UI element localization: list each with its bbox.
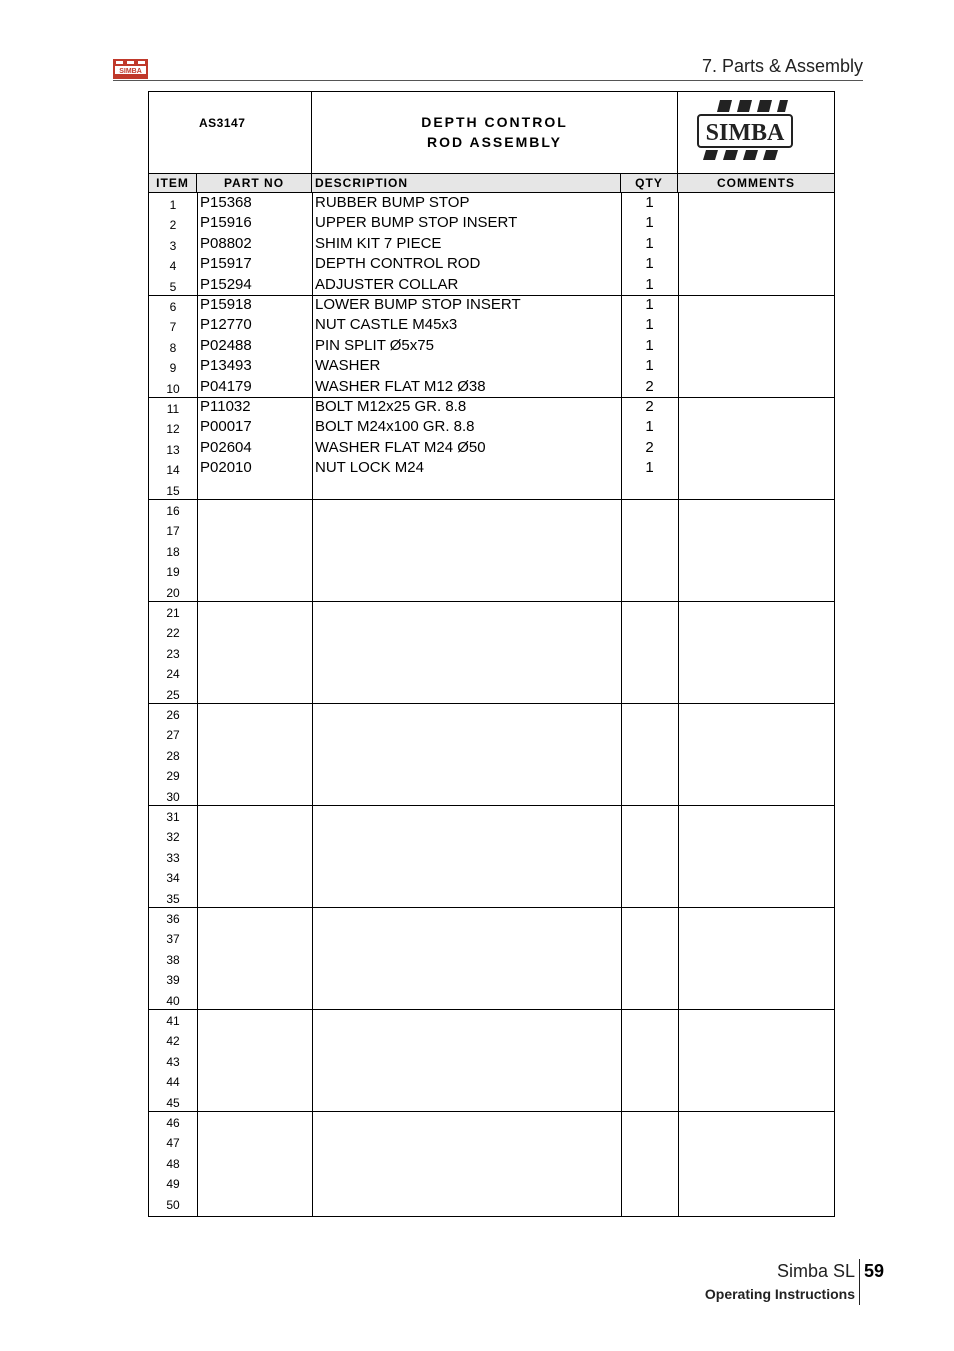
item-number: 47 <box>166 1136 180 1151</box>
simba-logo <box>696 100 794 160</box>
column-header-item: ITEM <box>149 174 197 192</box>
table-row <box>149 887 834 907</box>
table-row <box>149 581 834 601</box>
item-number: 24 <box>166 667 180 682</box>
table-row <box>149 1172 834 1192</box>
logo-cell <box>678 92 834 173</box>
table-row <box>149 683 834 703</box>
table-row <box>149 968 834 988</box>
item-number: 44 <box>166 1075 180 1090</box>
table-row <box>149 417 834 437</box>
part-description: WASHER FLAT M12 Ø38 <box>315 377 486 395</box>
item-number: 40 <box>166 993 180 1008</box>
part-description: BOLT M12x25 GR. 8.8 <box>315 398 467 415</box>
part-quantity: 1 <box>645 194 654 211</box>
part-description: SHIM KIT 7 PIECE <box>315 234 442 252</box>
footer-subtitle: Operating Instructions <box>704 1286 855 1302</box>
item-number: 14 <box>166 463 180 478</box>
small-logo-text: SIMBA <box>119 68 142 75</box>
item-number: 34 <box>166 871 180 886</box>
item-number: 46 <box>166 1116 180 1130</box>
table-row <box>149 764 834 784</box>
table-row <box>149 1152 834 1172</box>
footer-model-name: Simba SL <box>776 1261 855 1281</box>
footer-divider <box>859 1259 860 1305</box>
item-number: 7 <box>169 320 177 335</box>
assembly-title-line1: DEPTH CONTROL <box>421 114 568 130</box>
part-description: WASHER <box>315 357 381 375</box>
item-number: 8 <box>169 340 177 355</box>
assembly-number-cell <box>149 92 312 173</box>
column-header-qty: QTY <box>621 174 678 192</box>
part-quantity: 1 <box>645 336 654 354</box>
table-row <box>149 540 834 560</box>
part-description: RUBBER BUMP STOP <box>315 194 470 211</box>
part-number: P15294 <box>200 275 252 293</box>
table-row <box>149 948 834 968</box>
table-row <box>149 377 834 397</box>
table-row <box>149 703 834 723</box>
item-number: 15 <box>166 483 180 498</box>
item-number: 37 <box>166 932 180 947</box>
table-row <box>149 601 834 621</box>
header-rule <box>113 80 863 81</box>
item-number: 11 <box>166 402 180 416</box>
table-row <box>149 479 834 499</box>
item-number: 9 <box>169 361 177 376</box>
part-number: P15368 <box>200 194 252 211</box>
part-quantity: 1 <box>645 275 654 293</box>
item-number: 2 <box>169 218 177 233</box>
part-quantity: 1 <box>645 255 654 273</box>
table-row <box>149 662 834 682</box>
table-row <box>149 744 834 764</box>
part-description: NUT CASTLE M45x3 <box>315 316 458 334</box>
item-number: 4 <box>169 259 177 274</box>
item-number: 26 <box>166 708 180 722</box>
item-number: 35 <box>166 891 180 906</box>
item-number: 20 <box>166 585 180 600</box>
part-number: P12770 <box>200 316 252 334</box>
part-quantity: 1 <box>645 459 654 477</box>
part-description: UPPER BUMP STOP INSERT <box>315 214 518 232</box>
part-number: P02488 <box>200 336 252 354</box>
column-header-comments: COMMENTS <box>717 176 795 190</box>
simba-small-logo <box>113 59 148 79</box>
table-row <box>149 1009 834 1029</box>
item-number: 3 <box>169 238 177 253</box>
part-number: P08802 <box>200 234 252 252</box>
part-number: P00017 <box>200 418 252 436</box>
part-quantity: 1 <box>645 357 654 375</box>
table-row <box>149 723 834 743</box>
section-title: 7. Parts & Assembly <box>701 56 863 76</box>
part-quantity: 1 <box>645 418 654 436</box>
table-row <box>149 866 834 886</box>
item-number: 31 <box>166 810 180 824</box>
part-quantity: 2 <box>645 438 654 456</box>
item-number: 23 <box>166 646 180 661</box>
table-row <box>149 193 834 213</box>
table-row <box>149 356 834 376</box>
part-quantity: 2 <box>645 377 654 395</box>
item-number: 25 <box>166 687 180 702</box>
table-row <box>149 438 834 458</box>
table-row <box>149 785 834 805</box>
part-number: P13493 <box>200 357 252 375</box>
item-number: 28 <box>166 748 180 763</box>
table-row <box>149 499 834 519</box>
table-row <box>149 1029 834 1049</box>
item-number: 30 <box>166 789 180 804</box>
item-number: 39 <box>166 973 180 988</box>
part-number: P02010 <box>200 459 252 477</box>
table-row <box>149 1131 834 1151</box>
item-number: 5 <box>169 279 177 294</box>
column-header-description: DESCRIPTION <box>312 174 621 192</box>
part-description: BOLT M24x100 GR. 8.8 <box>315 418 475 436</box>
item-number: 42 <box>166 1034 180 1049</box>
table-row <box>149 254 834 274</box>
column-header-part-no: PART NO <box>197 174 312 192</box>
item-number: 33 <box>166 850 180 865</box>
table-row <box>149 519 834 539</box>
item-number: 1 <box>169 198 177 212</box>
item-number: 6 <box>169 300 177 314</box>
table-row <box>149 989 834 1009</box>
table-row <box>149 275 834 295</box>
part-description: NUT LOCK M24 <box>315 459 424 477</box>
item-number: 16 <box>166 504 180 518</box>
item-number: 22 <box>166 626 180 641</box>
table-row <box>149 621 834 641</box>
part-number: P15917 <box>200 255 252 273</box>
logo-text: SIMBA <box>705 120 785 146</box>
part-description: LOWER BUMP STOP INSERT <box>315 296 521 313</box>
part-quantity: 1 <box>645 316 654 334</box>
table-row <box>149 1111 834 1131</box>
item-number: 45 <box>166 1095 180 1110</box>
table-row <box>149 397 834 417</box>
table-row <box>149 825 834 845</box>
item-number: 41 <box>166 1014 180 1028</box>
table-row <box>149 336 834 356</box>
table-row <box>149 927 834 947</box>
table-row <box>149 642 834 662</box>
item-number: 49 <box>166 1177 180 1192</box>
part-description: WASHER FLAT M24 Ø50 <box>315 438 486 456</box>
item-number: 50 <box>166 1197 180 1212</box>
item-number: 12 <box>166 422 180 437</box>
table-row <box>149 907 834 927</box>
part-quantity: 2 <box>645 398 654 415</box>
part-description: DEPTH CONTROL ROD <box>315 255 481 273</box>
item-number: 36 <box>166 912 180 926</box>
item-number: 18 <box>166 544 180 559</box>
table-row <box>149 458 834 478</box>
part-quantity: 1 <box>645 296 654 313</box>
item-number: 10 <box>166 381 180 396</box>
assembly-number: AS3147 <box>199 116 246 130</box>
page-number: 59 <box>864 1261 885 1281</box>
item-number: 29 <box>166 769 180 784</box>
table-row <box>149 1050 834 1070</box>
assembly-title-cell <box>312 92 678 173</box>
item-number: 38 <box>166 952 180 967</box>
part-number: P15916 <box>200 214 252 232</box>
item-number: 32 <box>166 830 180 845</box>
part-number: P02604 <box>200 438 252 456</box>
part-description: PIN SPLIT Ø5x75 <box>315 336 434 354</box>
column-header-row <box>149 173 834 193</box>
item-number: 43 <box>166 1054 180 1069</box>
item-number: 48 <box>166 1156 180 1171</box>
table-row <box>149 805 834 825</box>
assembly-title-line2: ROD ASSEMBLY <box>427 134 562 150</box>
part-quantity: 1 <box>645 234 654 252</box>
table-row <box>149 295 834 315</box>
parts-sheet <box>148 91 835 1217</box>
part-quantity: 1 <box>645 214 654 232</box>
table-row <box>149 846 834 866</box>
table-row <box>149 1070 834 1090</box>
item-number: 27 <box>166 728 180 743</box>
item-number: 17 <box>166 524 180 539</box>
table-row <box>149 1091 834 1111</box>
part-description: ADJUSTER COLLAR <box>315 275 459 293</box>
title-block <box>149 92 834 173</box>
table-row <box>149 1193 834 1213</box>
part-number: P04179 <box>200 377 252 395</box>
table-row <box>149 560 834 580</box>
item-number: 21 <box>166 606 180 620</box>
item-number: 19 <box>166 565 180 580</box>
item-number: 13 <box>166 442 180 457</box>
part-number: P15918 <box>200 296 252 313</box>
part-number: P11032 <box>200 398 251 415</box>
table-row <box>149 234 834 254</box>
table-row <box>149 315 834 335</box>
table-row <box>149 213 834 233</box>
